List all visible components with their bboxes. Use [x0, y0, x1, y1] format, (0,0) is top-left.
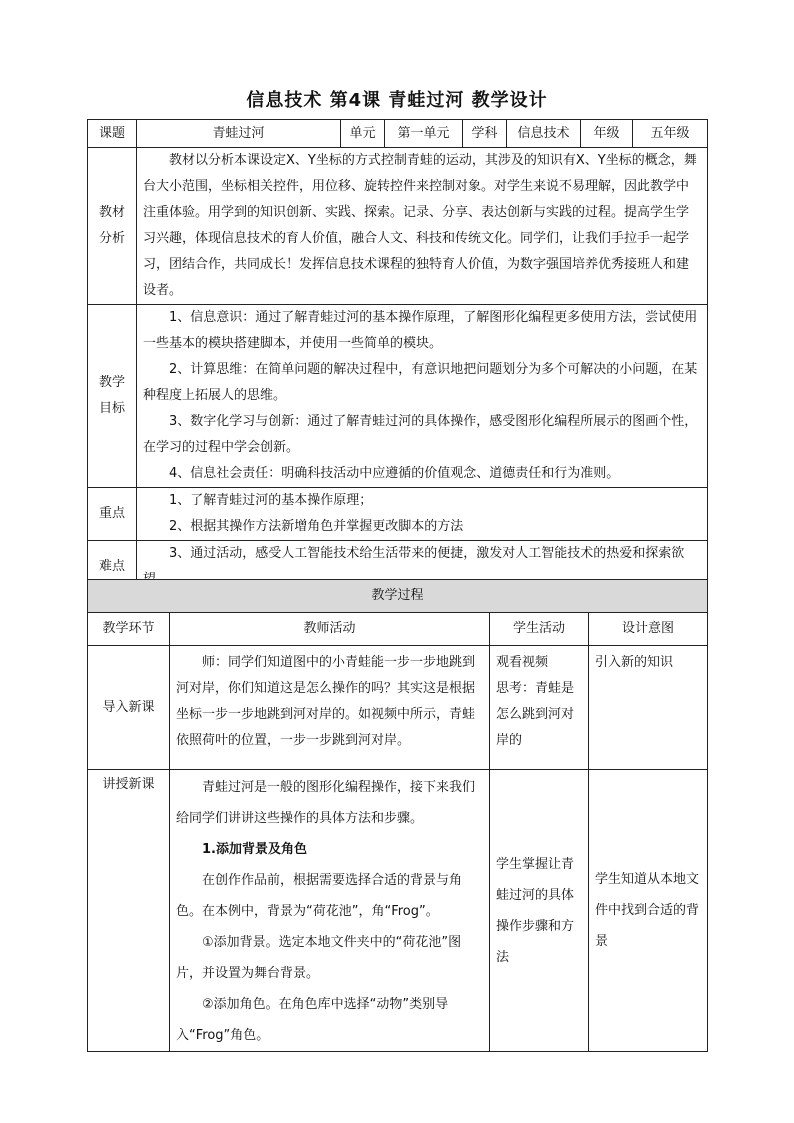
analysis-label-line1: 教材 — [98, 205, 125, 220]
goals-cell — [137, 305, 708, 488]
lesson-intent-text: 学生知道从本地文件中找到合适的背景 — [595, 872, 700, 949]
lesson-student-cell — [490, 770, 589, 1052]
subject-value: 信息技术 — [507, 120, 581, 148]
goal-item: 1、信息意识：通过了解青蛙过河的基本操作原理，了解图形化编程更多使用方法，尝试使用一些基本的模块搭建脚本，并使用一些简单的模块。 — [143, 310, 698, 351]
intro-student-cell — [490, 646, 589, 770]
intro-intent-text: 引入新的知识 — [595, 655, 674, 670]
analysis-text: 教材以分析本课设定X、Y坐标的方式控制青蛙的运动，其涉及的知识有X、Y坐标的概念，舞台大小范围，坐标相关控件，用位移、旋转控件来控制对象。对学生来说不易理解，因此教学中注重体验。用学到的知识创新、实践、探索。记录、分享、表达创新与实践的过程。提高学生学习兴趣，体现信息技术的育人价值，融合人文、科技和传统文化。同学们，让我们手拉手一起学习，团结合作，共同成长！发挥信息技术课程的独特育人价值，为数字强国培养优秀接班人和建设者。 — [143, 153, 697, 298]
unit-label: 单元 — [341, 120, 385, 148]
process-title: 教学过程 — [88, 580, 708, 613]
goal-item: 4、信息社会责任：明确科技活动中应遵循的价值观念、道德责任和行为准则。 — [169, 466, 620, 481]
goals-label-line1: 教学 — [98, 375, 125, 390]
header-teacher: 教师活动 — [170, 613, 490, 646]
goal-item: 3、数字化学习与创新：通过了解青蛙过河的具体操作，感受图形化编程所展示的图画个性，在学习的过程中学会创新。 — [143, 414, 698, 455]
lesson-info-table — [87, 119, 708, 594]
subject-label: 学科 — [463, 120, 507, 148]
teaching-process-table — [87, 579, 708, 1052]
lesson-stage: 讲授新课 — [88, 770, 170, 1052]
intro-student-text-1: 观看视频 — [496, 655, 549, 670]
analysis-label — [88, 148, 137, 305]
topic-label: 课题 — [88, 120, 137, 148]
lesson-intent-cell — [589, 770, 708, 1052]
topic-value: 青蛙过河 — [137, 120, 341, 148]
key-point-item: 2、根据其操作方法新增角色并掌握更改脚本的方法 — [169, 519, 464, 534]
lesson-student-text: 学生掌握让青蛙过河的具体操作步骤和方法 — [496, 856, 575, 965]
intro-intent-cell — [589, 646, 708, 770]
intro-teacher-cell — [170, 646, 490, 770]
key-point-item: 1、了解青蛙过河的基本操作原理； — [169, 493, 373, 508]
lesson-teacher-p3: ①添加背景。选定本地文件夹中的“荷花池”图片，并设置为舞台背景。 — [176, 935, 462, 981]
lesson-teacher-heading: 1.添加背景及角色 — [202, 842, 307, 857]
lesson-teacher-cell — [170, 770, 490, 1052]
intro-stage: 导入新课 — [88, 646, 170, 770]
analysis-label-line2: 分析 — [98, 231, 125, 246]
intro-teacher-text: 师：同学们知道图中的小青蛙能一步一步地跳到河对岸，你们知道这是怎么操作的吗？其实这是根据坐标一步一步地跳到河对岸的。如视频中所示，青蛙依照荷叶的位置，一步一步跳到河对岸。 — [176, 655, 476, 748]
header-intent: 设计意图 — [589, 613, 708, 646]
lesson-teacher-p1: 青蛙过河是一般的图形化编程操作，接下来我们给同学们讲讲这些操作的具体方法和步骤。 — [176, 780, 476, 826]
key-points-cell — [137, 488, 708, 541]
header-student: 学生活动 — [490, 613, 589, 646]
intro-student-text-2: 思考：青蛙是怎么跳到河对岸的 — [496, 681, 575, 748]
difficulties-label: 难点 — [88, 541, 137, 594]
grade-label: 年级 — [581, 120, 633, 148]
goals-label — [88, 305, 137, 488]
lesson-teacher-p2: 在创作作品前，根据需要选择合适的背景与角色。在本例中，背景为“荷花池”，角“Frog”。 — [176, 873, 463, 919]
unit-value: 第一单元 — [385, 120, 463, 148]
document-title: 信息技术 第4课 青蛙过河 教学设计 — [246, 90, 548, 111]
lesson-teacher-p4: ②添加角色。在角色库中选择“动物”类别导入“Frog”角色。 — [176, 997, 449, 1043]
key-points-label: 重点 — [88, 488, 137, 541]
header-stage: 教学环节 — [88, 613, 170, 646]
analysis-cell — [137, 148, 708, 305]
goal-item: 2、计算思维：在简单问题的解决过程中，有意识地把问题划分为多个可解决的小问题，在某种程度上拓展人的思维。 — [143, 362, 698, 403]
goals-label-line2: 目标 — [98, 401, 125, 416]
grade-value: 五年级 — [633, 120, 708, 148]
difficulties-text: 3、通过活动，感受人工智能技术给生活带来的便捷，激发对人工智能技术的热爱和探索欲 — [169, 546, 685, 561]
